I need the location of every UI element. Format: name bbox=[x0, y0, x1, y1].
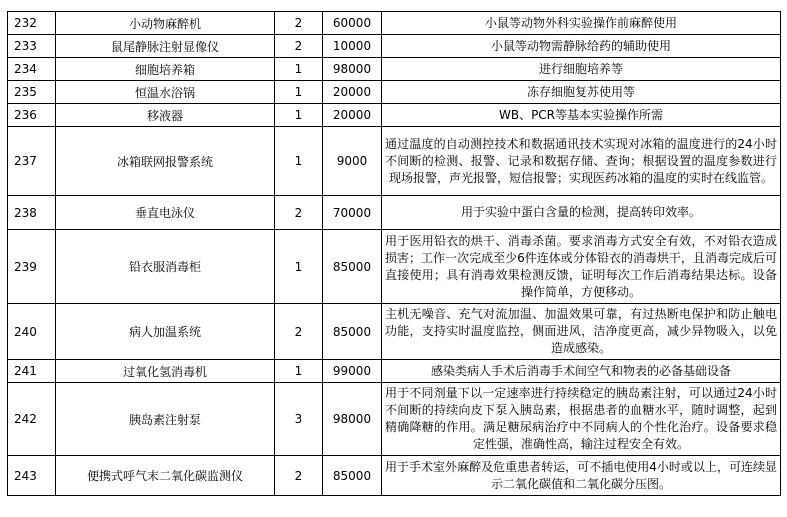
table-row bbox=[8, 230, 781, 304]
row-number: 235 bbox=[8, 81, 56, 104]
equipment-price: 10000 bbox=[323, 35, 382, 58]
row-number: 232 bbox=[8, 12, 56, 35]
row-number: 240 bbox=[8, 304, 56, 360]
equipment-name: 鼠尾静脉注射显像仪 bbox=[56, 35, 275, 58]
table-row bbox=[8, 196, 781, 230]
equipment-description: 小鼠等动物需静脉给药的辅助使用 bbox=[382, 35, 781, 58]
equipment-name: 恒温水浴锅 bbox=[56, 81, 275, 104]
equipment-quantity: 2 bbox=[275, 196, 323, 230]
table-row bbox=[8, 12, 781, 35]
row-number: 239 bbox=[8, 230, 56, 304]
row-number: 233 bbox=[8, 35, 56, 58]
equipment-name: 冰箱联网报警系统 bbox=[56, 127, 275, 196]
equipment-description: 感染类病人手术后消毒手术间空气和物表的必备基础设备 bbox=[382, 360, 781, 383]
equipment-quantity: 1 bbox=[275, 230, 323, 304]
equipment-price: 99000 bbox=[323, 360, 382, 383]
equipment-description: 冻存细胞复苏使用等 bbox=[382, 81, 781, 104]
equipment-description: 通过温度的自动测控技术和数据通讯技术实现对冰箱的温度进行的24小时不间断的检测、报警、记录和数据存储、查询；根据设置的温度参数进行现场报警，声光报警，短信报警；实现医药冰箱的温度的实时在线监管。 bbox=[382, 127, 781, 196]
equipment-quantity: 3 bbox=[275, 383, 323, 456]
equipment-description: 用于手术室外麻醉及危重患者转运，可不插电使用4小时或以上，可连续显示二氧化碳值和二氧化碳分压图。 bbox=[382, 456, 781, 496]
row-number: 238 bbox=[8, 196, 56, 230]
table-row bbox=[8, 127, 781, 196]
row-number: 236 bbox=[8, 104, 56, 127]
equipment-description: 用于不同剂量下以一定速率进行持续稳定的胰岛素注射，可以通过24小时不间断的持续向皮下泵入胰岛素，根据患者的血糖水平，随时调整，起到精确降糖的作用。满足糖尿病治疗中不同病人的个性化治疗。设备要求稳定性强，准确性高，输注过程安全有效。 bbox=[382, 383, 781, 456]
equipment-price: 60000 bbox=[323, 12, 382, 35]
equipment-quantity: 1 bbox=[275, 104, 323, 127]
equipment-price: 98000 bbox=[323, 383, 382, 456]
table-row bbox=[8, 383, 781, 456]
equipment-name: 小动物麻醉机 bbox=[56, 12, 275, 35]
equipment-quantity: 1 bbox=[275, 127, 323, 196]
equipment-price: 20000 bbox=[323, 81, 382, 104]
row-number: 243 bbox=[8, 456, 56, 496]
equipment-name: 过氧化氢消毒机 bbox=[56, 360, 275, 383]
equipment-name: 垂直电泳仪 bbox=[56, 196, 275, 230]
equipment-name: 便携式呼气末二氧化碳监测仪 bbox=[56, 456, 275, 496]
row-number: 237 bbox=[8, 127, 56, 196]
equipment-price: 98000 bbox=[323, 58, 382, 81]
equipment-description: 用于实验中蛋白含量的检测，提高转印效率。 bbox=[382, 196, 781, 230]
equipment-quantity: 2 bbox=[275, 456, 323, 496]
table-row bbox=[8, 81, 781, 104]
equipment-table bbox=[7, 11, 781, 496]
equipment-description: 小鼠等动物外科实验操作前麻醉使用 bbox=[382, 12, 781, 35]
equipment-price: 85000 bbox=[323, 456, 382, 496]
equipment-name: 移液器 bbox=[56, 104, 275, 127]
row-number: 234 bbox=[8, 58, 56, 81]
equipment-quantity: 1 bbox=[275, 58, 323, 81]
equipment-description: 用于医用铅衣的烘干、消毒杀菌。要求消毒方式安全有效，不对铅衣造成损害；工作一次完成至少6件连体或分体铅衣的消毒烘干，且消毒完成后可直接使用；具有消毒效果检测反馈，证明每次工作后消毒结果达标。设备操作简单，方便移动。 bbox=[382, 230, 781, 304]
table-row bbox=[8, 58, 781, 81]
equipment-price: 85000 bbox=[323, 304, 382, 360]
table-row bbox=[8, 456, 781, 496]
equipment-quantity: 2 bbox=[275, 12, 323, 35]
table-row bbox=[8, 304, 781, 360]
equipment-quantity: 1 bbox=[275, 81, 323, 104]
row-number: 242 bbox=[8, 383, 56, 456]
equipment-description: WB、PCR等基本实验操作所需 bbox=[382, 104, 781, 127]
equipment-price: 70000 bbox=[323, 196, 382, 230]
equipment-description: 主机无噪音、充气对流加温、加温效果可靠，有过热断电保护和防止触电功能，支持实时温度监控，侧面进风，洁净度更高，减少异物吸入，以免造成感染。 bbox=[382, 304, 781, 360]
equipment-price: 20000 bbox=[323, 104, 382, 127]
equipment-price: 85000 bbox=[323, 230, 382, 304]
equipment-name: 病人加温系统 bbox=[56, 304, 275, 360]
equipment-name: 细胞培养箱 bbox=[56, 58, 275, 81]
table-row bbox=[8, 360, 781, 383]
row-number: 241 bbox=[8, 360, 56, 383]
equipment-quantity: 1 bbox=[275, 360, 323, 383]
equipment-name: 胰岛素注射泵 bbox=[56, 383, 275, 456]
equipment-price: 9000 bbox=[323, 127, 382, 196]
equipment-quantity: 2 bbox=[275, 304, 323, 360]
equipment-quantity: 2 bbox=[275, 35, 323, 58]
equipment-description: 进行细胞培养等 bbox=[382, 58, 781, 81]
table-row bbox=[8, 35, 781, 58]
equipment-name: 铅衣服消毒柜 bbox=[56, 230, 275, 304]
table-row bbox=[8, 104, 781, 127]
